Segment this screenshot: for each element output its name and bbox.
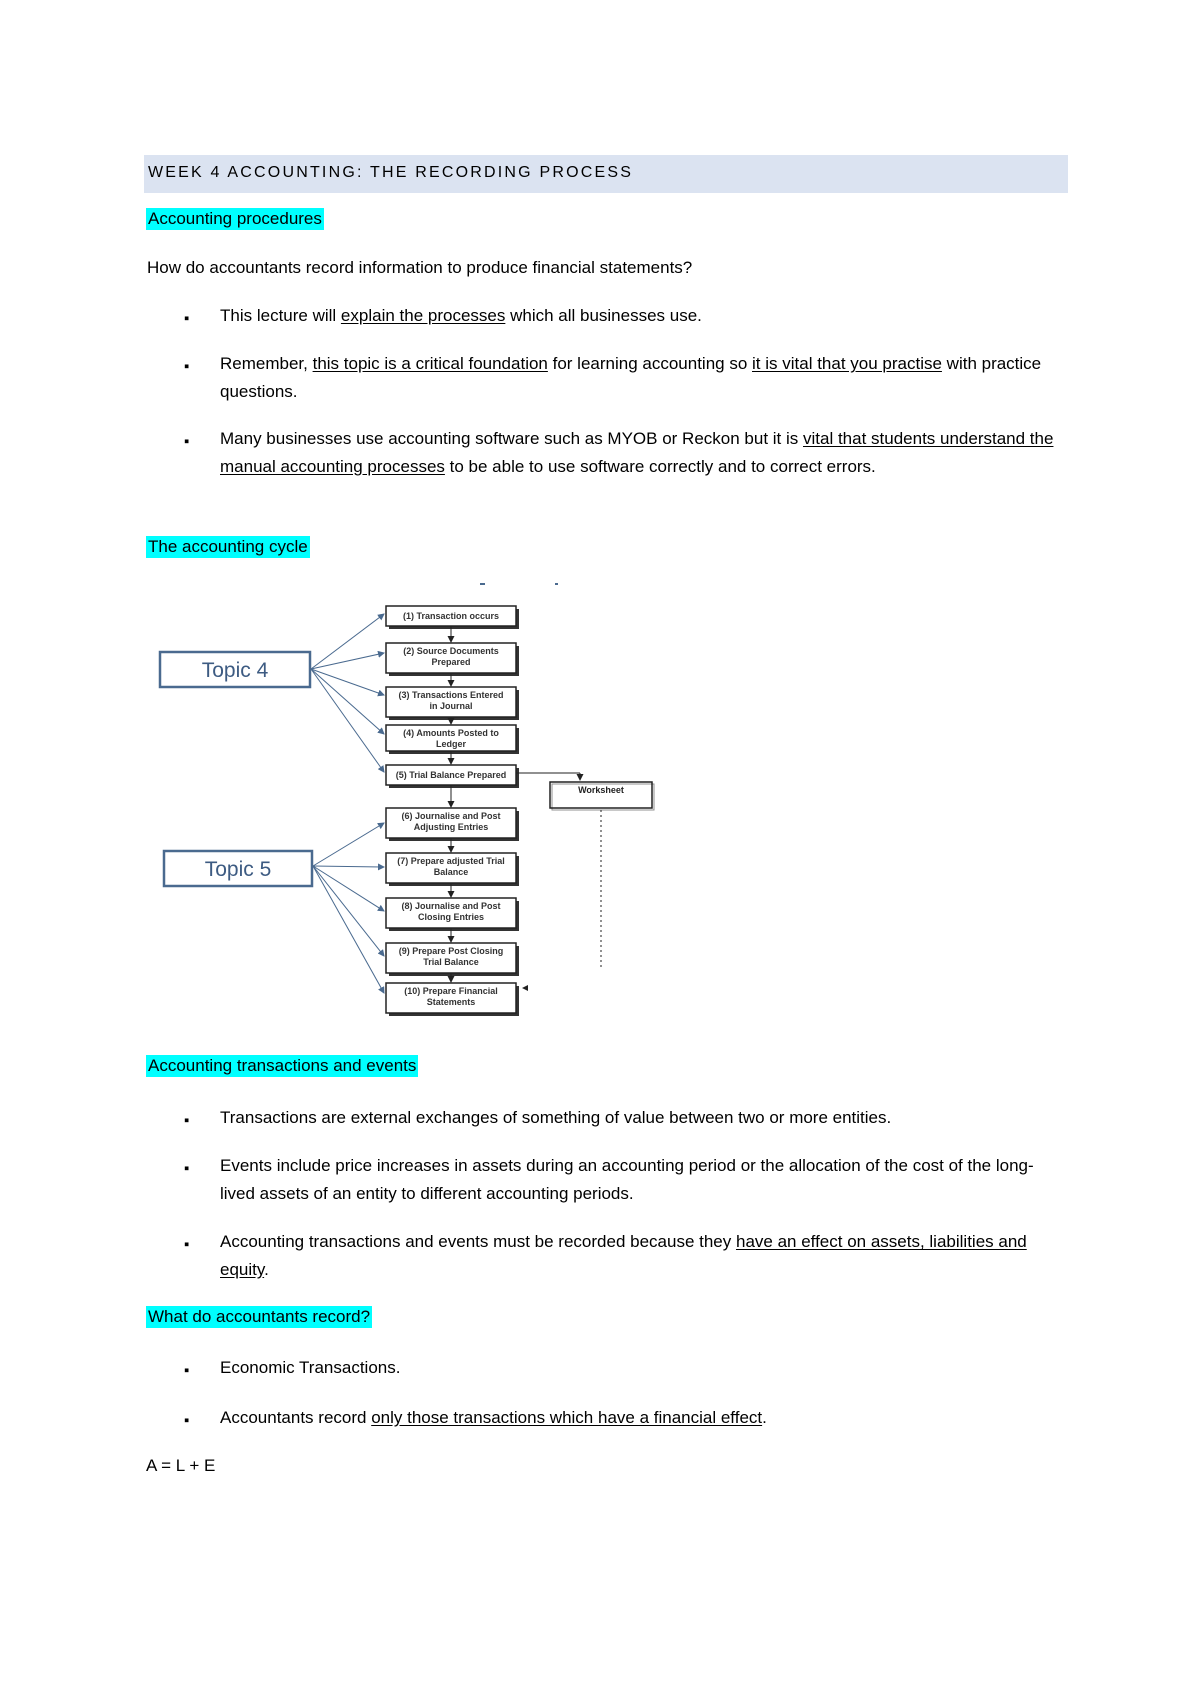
step-label-2-line-1: (2) Source Documents [403, 646, 499, 656]
page-title: WEEK 4 ACCOUNTING: THE RECORDING PROCESS [148, 164, 634, 181]
accounting-equation: A = L + E [146, 1456, 216, 1475]
step-label-7-line-2: Balance [433, 867, 469, 877]
heading-transactions-events: Accounting transactions and events [148, 1056, 417, 1075]
bullet-explain-processes: This lecture will explain the processes which all businesses use. [220, 306, 702, 325]
topic-5-label: Topic 5 [204, 858, 272, 881]
step-label-10-line-2: Statements [426, 997, 476, 1007]
step-label-8-line-1: (8) Journalise and Post [401, 901, 501, 911]
bullet-marker: ▪ [184, 1112, 190, 1129]
step-label-9-line-2: Trial Balance [423, 957, 479, 967]
step-label-7-line-1: (7) Prepare adjusted Trial [397, 856, 505, 866]
heading-what-record: What do accountants record? [148, 1307, 371, 1326]
bullet-marker: ▪ [184, 1160, 190, 1177]
bullet-marker: ▪ [184, 310, 190, 327]
worksheet-label: Worksheet [578, 785, 624, 795]
step-label-3-line-2: in Journal [429, 701, 473, 711]
step-label-6-line-2: Adjusting Entries [413, 822, 489, 832]
topic-4-label: Topic 4 [201, 659, 269, 682]
step-label-3-line-1: (3) Transactions Entered [398, 690, 504, 700]
step-label-1-line-1: (1) Transaction occurs [402, 611, 500, 621]
bullet-financial-effect: Accountants record only those transactions which have a financial effect. [220, 1408, 767, 1427]
step-label-8-line-2: Closing Entries [417, 912, 485, 922]
topic-4-arrows [311, 614, 384, 772]
step-label-2-line-2: Prepared [431, 657, 471, 667]
worksheet-return-arrow [522, 985, 528, 991]
cycle-steps [386, 606, 519, 1016]
bullet-critical-foundation: Remember, this topic is a critical foundation for learning accounting so it is vital that you practise with practice questions. [220, 354, 1042, 401]
step-label-4-line-2: Ledger [435, 739, 467, 749]
question-text: How do accountants record information to produce financial statements? [147, 258, 693, 277]
step-label-9-line-1: (9) Prepare Post Closing [398, 946, 504, 956]
step-label-10-line-1: (10) Prepare Financial [404, 986, 498, 996]
topic-5-arrows [313, 823, 384, 993]
bullet-must-be-recorded: Accounting transactions and events must be recorded because they have an effect on assets, liabilities and equity. [220, 1232, 1027, 1279]
heading-accounting-cycle: The accounting cycle [148, 537, 308, 556]
step-label-5-line-1: (5) Trial Balance Prepared [395, 770, 507, 780]
bullet-transactions-definition: Transactions are external exchanges of something of value between two or more entities. [220, 1108, 892, 1127]
bullet-accounting-software: Many businesses use accounting software such as MYOB or Reckon but it is vital that students understand the manual accounting processes to be able to use software correctly and to correct errors. [220, 429, 1054, 476]
bullet-economic-transactions: Economic Transactions. [220, 1358, 401, 1377]
step-label-6-line-1: (6) Journalise and Post [401, 811, 501, 821]
bullet-marker: ▪ [184, 433, 190, 450]
bullet-events-definition: Events include price increases in assets during an accounting period or the allocation of the cost of the long-lived assets of an entity to different accounting periods. [220, 1156, 1034, 1203]
bullet-marker: ▪ [184, 358, 190, 375]
bullet-marker: ▪ [184, 1412, 190, 1429]
step-label-4-line-1: (4) Amounts Posted to [403, 728, 499, 738]
bullet-marker: ▪ [184, 1236, 190, 1253]
heading-accounting-procedures: Accounting procedures [148, 209, 322, 228]
bullet-marker: ▪ [184, 1362, 190, 1379]
